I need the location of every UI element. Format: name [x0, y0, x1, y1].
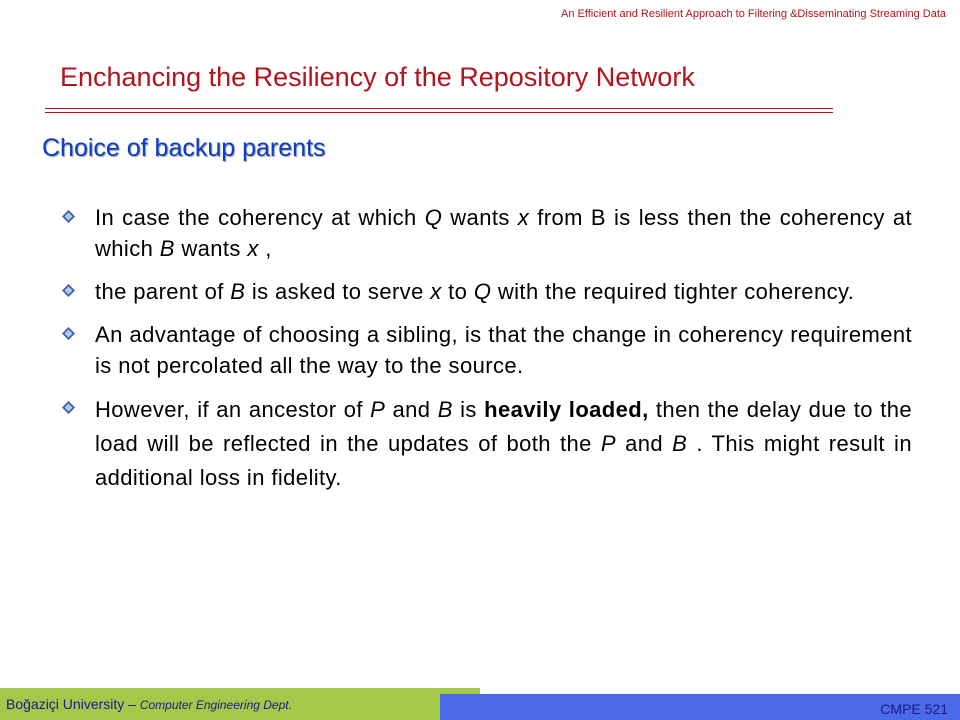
bullet-text: In case the coherency at which [95, 205, 425, 230]
bullet-text: , [258, 236, 272, 261]
bullet-text: An advantage of choosing a sibling, is that the change in coherency requirement is not percolated all the way to the source. [95, 322, 912, 378]
bullet-text: and [615, 431, 673, 456]
diamond-bullet-icon [62, 284, 75, 297]
course-code: CMPE 521 [880, 701, 948, 717]
emphasis-text: heavily loaded, [484, 397, 649, 422]
var-q: Q [473, 279, 492, 304]
bullet-text: the parent of [95, 279, 231, 304]
diamond-bullet-icon [62, 401, 75, 414]
department-name: Computer Engineering Dept. [139, 698, 292, 712]
bullet-item [62, 202, 912, 264]
slide-title: Enchancing the Resiliency of the Repository Network [60, 62, 695, 92]
bullet-text: wants [442, 205, 518, 230]
bullet-item [62, 276, 912, 307]
diamond-bullet-icon [62, 327, 75, 340]
diamond-bullet-icon [62, 210, 75, 223]
bullet-text: with the required tighter coherency. [491, 279, 855, 304]
footer-institution [6, 696, 292, 712]
bullet-text: from B is less then the coherency at which [95, 205, 913, 261]
bullet-text: However, if an ancestor of [95, 397, 371, 422]
var-q: Q [424, 205, 443, 230]
var-x: x [247, 236, 259, 261]
var-b: B [437, 397, 453, 422]
bullet-item [62, 319, 912, 381]
var-x: x [430, 279, 442, 304]
university-name: Boğaziçi University [6, 696, 125, 712]
title-divider [45, 108, 833, 109]
bullet-text: is [452, 397, 485, 422]
bullet-text: . This might result in additional loss in fidelity. [95, 431, 912, 490]
var-b: B [159, 236, 175, 261]
bullet-text: is asked to serve [245, 279, 431, 304]
var-b: B [230, 279, 246, 304]
bullet-text: then the delay due to the load will be reflected in the updates of both the [95, 397, 913, 456]
var-p: P [370, 397, 386, 422]
section-subtitle: Choice of backup parents [42, 134, 326, 162]
footer-separator: – [124, 696, 140, 712]
bullet-item [62, 393, 912, 495]
bullet-list [62, 202, 912, 507]
header-note: An Efficient and Resilient Approach to Filtering &Disseminating Streaming Data [561, 8, 946, 20]
var-x: x [517, 205, 530, 230]
bullet-text: wants [174, 236, 248, 261]
var-p: P [600, 431, 616, 456]
bullet-text: to [441, 279, 474, 304]
var-b: B [672, 431, 688, 456]
bullet-text: and [385, 397, 438, 422]
title-divider [45, 112, 833, 113]
